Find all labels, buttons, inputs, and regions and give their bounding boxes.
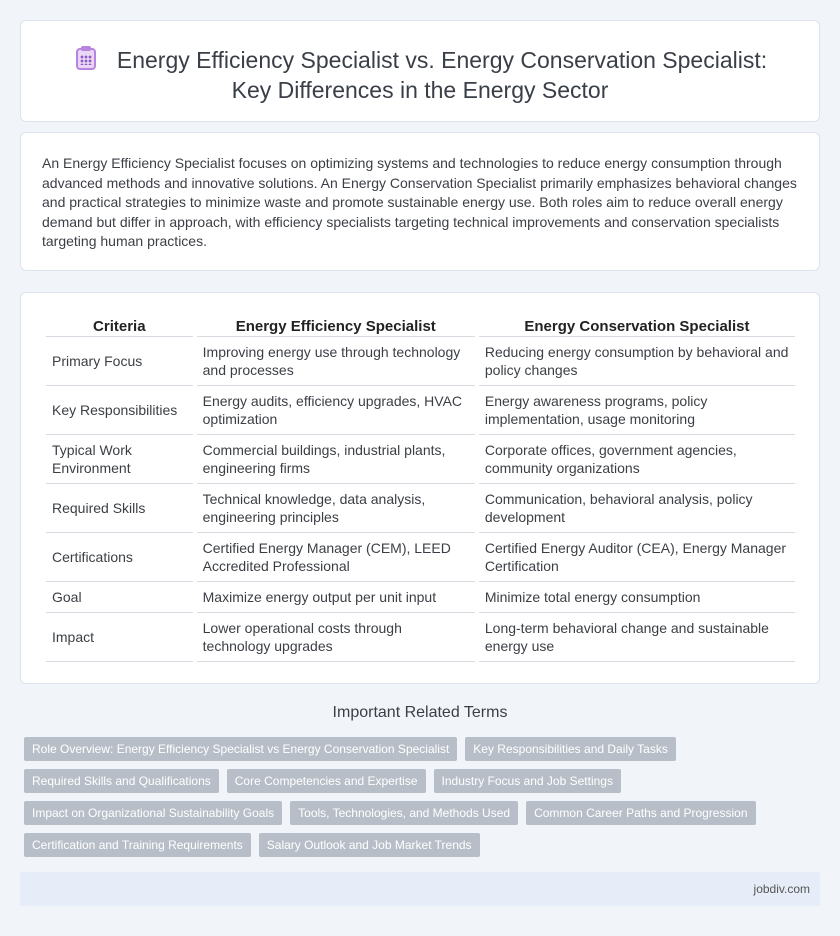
criteria-cell: Primary Focus — [46, 337, 193, 386]
table-row — [46, 613, 795, 662]
related-term-tag[interactable]: Industry Focus and Job Settings — [434, 769, 621, 793]
conservation-cell: Reducing energy consumption by behavioral and policy changes — [479, 337, 795, 386]
table-row — [46, 337, 795, 386]
clipboard-icon — [73, 48, 99, 70]
criteria-cell: Key Responsibilities — [46, 386, 193, 435]
related-term-tag[interactable]: Tools, Technologies, and Methods Used — [290, 801, 518, 825]
page-title — [21, 45, 819, 105]
criteria-cell: Certifications — [46, 533, 193, 582]
efficiency-cell: Commercial buildings, industrial plants, engineering firms — [197, 435, 475, 484]
efficiency-cell: Improving energy use through technology and processes — [197, 337, 475, 386]
criteria-cell: Impact — [46, 613, 193, 662]
efficiency-cell: Lower operational costs through technology upgrades — [197, 613, 475, 662]
related-term-tag[interactable]: Certification and Training Requirements — [24, 833, 251, 857]
table-row — [46, 386, 795, 435]
criteria-cell: Typical Work Environment — [46, 435, 193, 484]
related-terms-heading: Important Related Terms — [332, 704, 508, 721]
conservation-cell: Corporate offices, government agencies, community organizations — [479, 435, 795, 484]
efficiency-cell: Certified Energy Manager (CEM), LEED Accredited Professional — [197, 533, 475, 582]
comparison-card — [20, 292, 820, 684]
related-term-tag[interactable]: Impact on Organizational Sustainability Goals — [24, 801, 282, 825]
table-row — [46, 533, 795, 582]
summary-text: An Energy Efficiency Specialist focuses on optimizing systems and technologies to reduce energy consumption through advanced methods and innovative solutions. An Energy Conservation Specialist primarily emphasizes behavioral changes and practical strategies to minimize waste and promote sustainable energy use. Both roles aim to reduce overall energy demand but differ in approach, with efficiency specialists targeting technical improvements and conservation specialists targeting human practices. — [42, 155, 797, 250]
related-terms-tags — [24, 737, 804, 865]
related-term-tag[interactable]: Required Skills and Qualifications — [24, 769, 219, 793]
related-term-tag[interactable]: Role Overview: Energy Efficiency Specialist vs Energy Conservation Specialist — [24, 737, 457, 761]
conservation-cell: Communication, behavioral analysis, policy development — [479, 484, 795, 533]
criteria-cell: Required Skills — [46, 484, 193, 533]
title-line-2: Key Differences in the Energy Sector — [231, 77, 609, 103]
footer-site-link[interactable]: jobdiv.com — [753, 882, 810, 896]
criteria-cell: Goal — [46, 582, 193, 613]
footer-bar — [20, 872, 820, 906]
efficiency-cell: Maximize energy output per unit input — [197, 582, 475, 613]
efficiency-cell: Technical knowledge, data analysis, engineering principles — [197, 484, 475, 533]
table-row — [46, 582, 795, 613]
table-row — [46, 435, 795, 484]
summary-card — [20, 132, 820, 271]
efficiency-cell: Energy audits, efficiency upgrades, HVAC optimization — [197, 386, 475, 435]
conservation-cell: Long-term behavioral change and sustainable energy use — [479, 613, 795, 662]
related-term-tag[interactable]: Key Responsibilities and Daily Tasks — [465, 737, 676, 761]
header-efficiency: Energy Efficiency Specialist — [197, 316, 475, 337]
comparison-table — [42, 316, 799, 662]
conservation-cell: Energy awareness programs, policy implementation, usage monitoring — [479, 386, 795, 435]
title-line-1: Energy Efficiency Specialist vs. Energy Conservation Specialist: — [116, 47, 768, 73]
header-criteria: Criteria — [46, 316, 193, 337]
related-term-tag[interactable]: Salary Outlook and Job Market Trends — [259, 833, 480, 857]
related-term-tag[interactable]: Common Career Paths and Progression — [526, 801, 755, 825]
table-header-row — [46, 316, 795, 337]
table-row — [46, 484, 795, 533]
header-conservation: Energy Conservation Specialist — [479, 316, 795, 337]
conservation-cell: Minimize total energy consumption — [479, 582, 795, 613]
title-card — [20, 20, 820, 122]
related-term-tag[interactable]: Core Competencies and Expertise — [227, 769, 426, 793]
conservation-cell: Certified Energy Auditor (CEA), Energy Manager Certification — [479, 533, 795, 582]
